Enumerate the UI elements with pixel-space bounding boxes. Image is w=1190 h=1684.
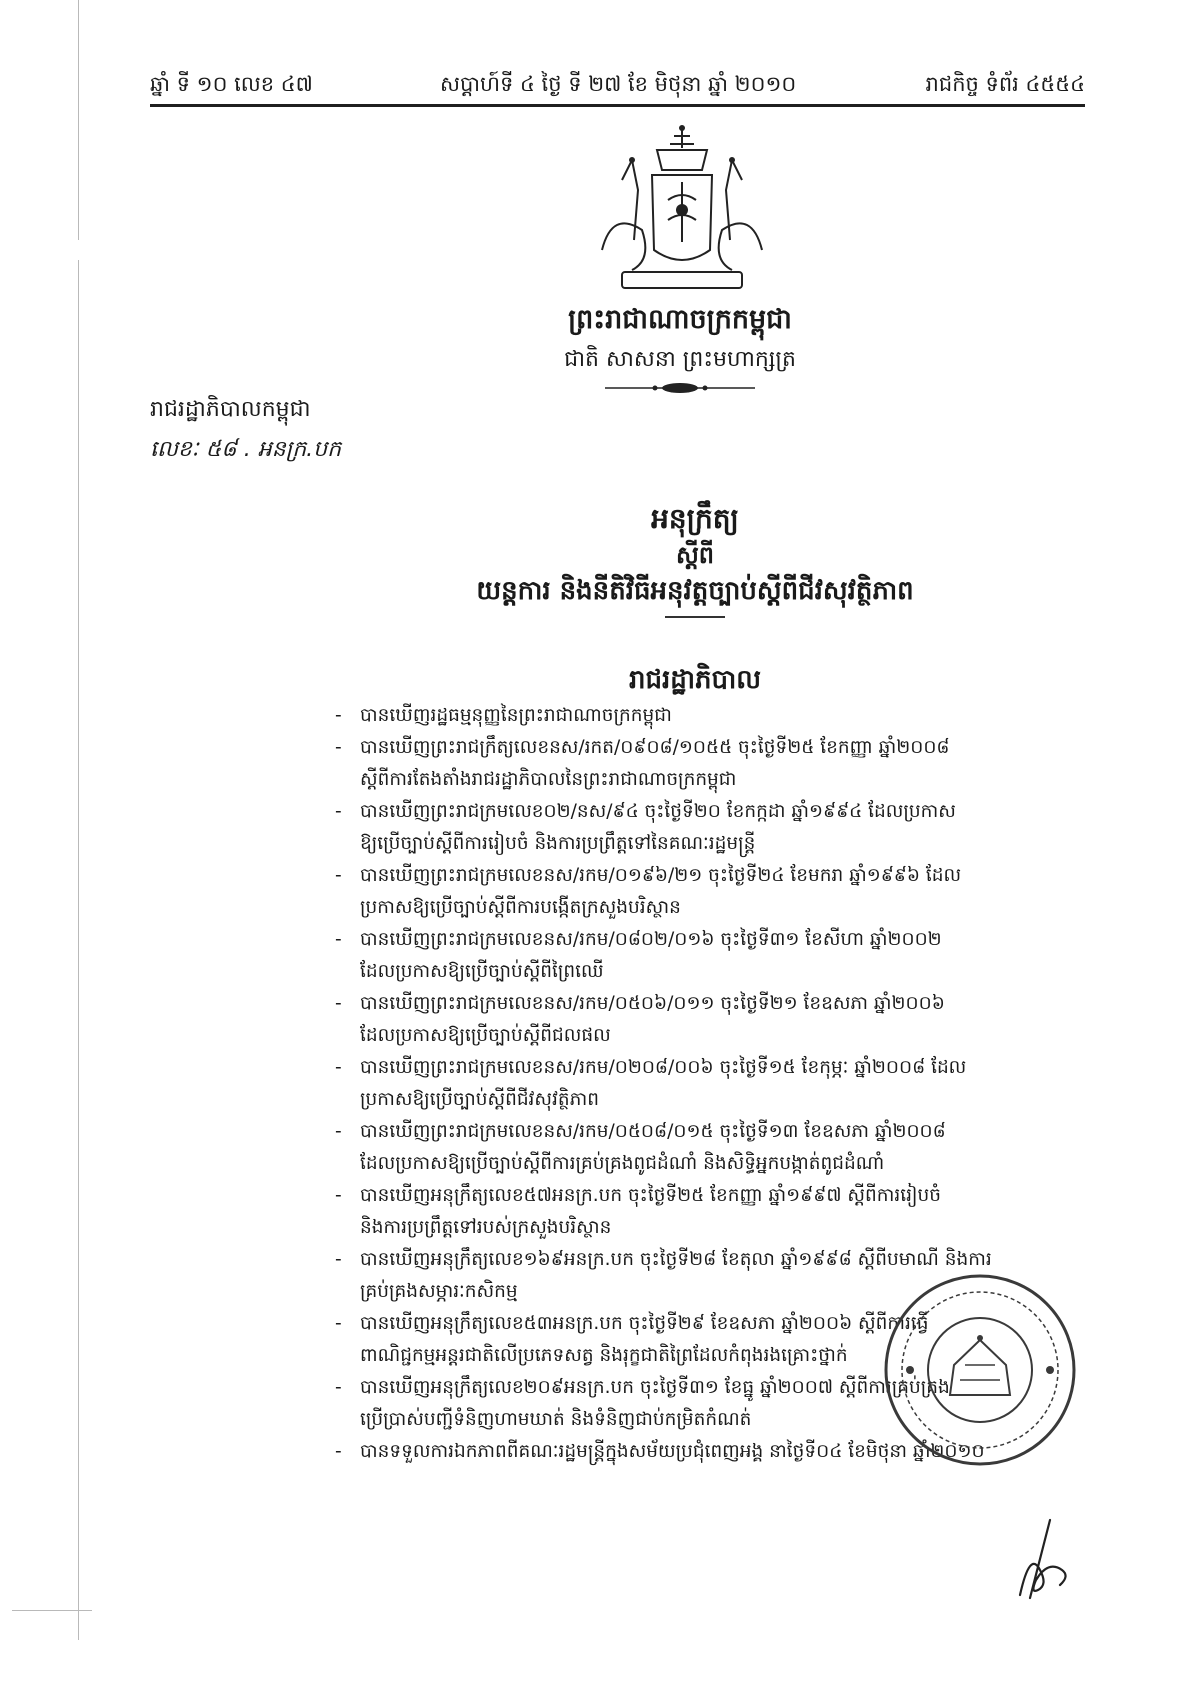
preamble-clause: - បានឃើញព្រះរាជក្រមលេខនស/រកម/០១៩៦/២១ ចុះថ្ងៃទី២៤ ខែមករា ឆ្នាំ១៩៩៦ ដែល ប្រកាសឱ្យប្រើច្បាប់ស្តីពីការបង្កើតក្រសួងបរិស្ថាន [335, 860, 1085, 924]
header-rule [150, 104, 1085, 107]
decree-subject: យន្តការ និងនីតិវិធីអនុវត្តច្បាប់ស្តីពីជីវសុវត្ថិភាព [476, 576, 914, 606]
kingdom-name: ព្រះរាជាណាចក្រកម្ពុជា [568, 304, 792, 335]
preamble-clause: - បានឃើញអនុក្រឹត្យលេខ២០៩អនក្រ.បក ចុះថ្ងៃទី៣១ ខែធ្នូ ឆ្នាំ២០០៧ ស្តីពីការគ្រប់គ្រង ប្រើប្រាស់បញ្ជីទំនិញហាមឃាត់ និងទំនិញជាប់កម្រិតកំណត់ [335, 1372, 1085, 1436]
preamble-clause: - បានឃើញរដ្ឋធម្មនុញ្ញនៃព្រះរាជាណាចក្រកម្ពុជា [335, 700, 1085, 732]
preamble-clause: - បានឃើញអនុក្រឹត្យលេខ១៦៩អនក្រ.បក ចុះថ្ងៃទី២៨ ខែតុលា ឆ្នាំ១៩៩៨ ស្តីពីបមាណី និងការ គ្រប់គ្រងសម្ភារៈកសិកម្ម [335, 1244, 1085, 1308]
preamble-clause: - បានឃើញអនុក្រឹត្យលេខ៥៣អនក្រ.បក ចុះថ្ងៃទី២៩ ខែឧសភា ឆ្នាំ២០០៦ ស្តីពីការធ្វើ ពាណិជ្ជកម្មអន្តរជាតិលើប្រភេទសត្វ និងរុក្ខជាតិព្រៃដែលកំពុងរងគ្រោះថ្នាក់ [335, 1308, 1085, 1372]
publication-date: សប្តាហ៍ទី ៤ ថ្ងៃ ទី ២៧ ខែ មិថុនា ឆ្នាំ ២០១០ [440, 72, 797, 96]
gazette-header [150, 62, 1085, 106]
preamble-clause: - បានឃើញព្រះរាជក្រមលេខនស/រកម/០៨០២/០១៦ ចុះថ្ងៃទី៣១ ខែសីហា ឆ្នាំ២០០២ ដែលប្រកាសឱ្យប្រើច្បាប់ស្តីពីព្រៃឈើ [335, 924, 1085, 988]
volume-issue: ឆ្នាំ ទី ១០ លេខ ៤៧ [150, 72, 313, 96]
preamble-clause: - បានទទួលការឯកភាពពីគណៈរដ្ឋមន្ត្រីក្នុងសម័យប្រជុំពេញអង្គ នាថ្ងៃទី០៤ ខែមិថុនា ឆ្នាំ២០១០ [335, 1436, 1085, 1468]
ornament-divider-icon [605, 380, 755, 396]
decree-type: អនុក្រឹត្យ [651, 502, 739, 535]
national-motto: ជាតិ សាសនា ព្រះមហាក្សត្រ [564, 347, 796, 372]
preamble-clause: - បានឃើញអនុក្រឹត្យលេខ៥៧អនក្រ.បក ចុះថ្ងៃទី២៥ ខែកញ្ញា ឆ្នាំ១៩៩៧ ស្តីពីការរៀបចំ និងការប្រព្រឹត្តទៅរបស់ក្រសួងបរិស្ថាន [335, 1180, 1085, 1244]
title-rule [665, 616, 725, 618]
scan-margin-mark [12, 1610, 92, 1611]
preamble-clause: - បានឃើញព្រះរាជក្រមលេខនស/រកម/០៥០៨/០១៥ ចុះថ្ងៃទី១៣ ខែឧសភា ឆ្នាំ២០០៨ ដែលប្រកាសឱ្យប្រើច្បាប់ស្តីពីការគ្រប់គ្រងពូជដំណាំ និងសិទ្ធិអ្នកបង្កាត់ពូជដំណាំ [335, 1116, 1085, 1180]
preamble-clause: - បានឃើញព្រះរាជក្រមលេខនស/រកម/០២០៨/០០៦ ចុះថ្ងៃទី១៥ ខែកុម្ភៈ ឆ្នាំ២០០៨ ដែល ប្រកាសឱ្យប្រើច្បាប់ស្តីពីជីវសុវត្ថិភាព [335, 1052, 1085, 1116]
official-seal-stamp-icon [880, 1270, 1080, 1470]
royal-coat-of-arms-icon [582, 120, 782, 300]
preamble-heading: រាជរដ្ឋាភិបាល [628, 665, 762, 695]
page-reference: រាជកិច្ច ទំព័រ ៤៥៥៤ [925, 72, 1085, 96]
preamble-clause: - បានឃើញព្រះរាជក្រមលេខនស/រកម/០៥០៦/០១១ ចុះថ្ងៃទី២១ ខែឧសភា ឆ្នាំ២០០៦ ដែលប្រកាសឱ្យប្រើច្បាប់ស្តីពីជលផល [335, 988, 1085, 1052]
document-number: លេខៈ ៥៨ . អនក្រ.បក [150, 437, 342, 462]
handwritten-signature-icon [1000, 1510, 1080, 1600]
scan-margin-mark [78, 260, 79, 1640]
issuing-government: រាជរដ្ឋាភិបាលកម្ពុជា [150, 397, 311, 422]
preamble-clause: - បានឃើញព្រះរាជក្រមលេខ០២/នស/៩៤ ចុះថ្ងៃទី២០ ខែកក្កដា ឆ្នាំ១៩៩៤ ដែលប្រកាស ឱ្យប្រើច្បាប់ស្តីពីការរៀបចំ និងការប្រព្រឹត្តទៅនៃគណៈរដ្ឋមន្ត្រី [335, 796, 1085, 860]
decree-on: ស្តីពី [675, 541, 715, 569]
preamble-clause: - បានឃើញព្រះរាជក្រឹត្យលេខនស/រកត/០៩០៨/១០៥៥ ចុះថ្ងៃទី២៥ ខែកញ្ញា ឆ្នាំ២០០៨ ស្តីពីការតែងតាំងរាជរដ្ឋាភិបាលនៃព្រះរាជាណាចក្រកម្ពុជា [335, 732, 1085, 796]
decree-title [300, 500, 1090, 618]
scan-margin-mark [78, 0, 79, 240]
